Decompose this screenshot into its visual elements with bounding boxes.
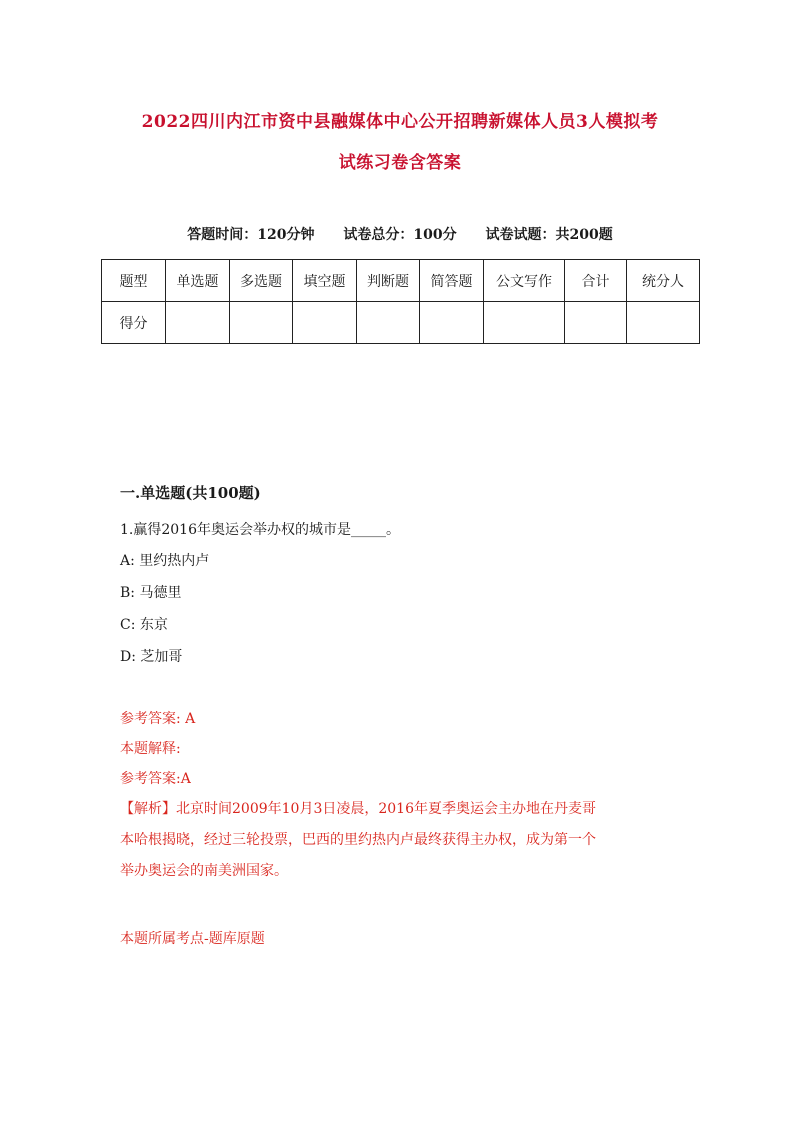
header-cell: 判断题 xyxy=(357,260,420,302)
score-cell xyxy=(166,302,230,344)
option-b: B: 马德里 xyxy=(120,585,182,601)
reference-answer: 参考答案: A xyxy=(120,711,196,727)
explanation-label: 本题解释: xyxy=(120,741,181,757)
exam-question-count: 试卷试题：共200题 xyxy=(485,227,613,243)
exam-time: 答题时间：120分钟 xyxy=(187,227,315,243)
score-cell xyxy=(293,302,357,344)
score-table-header-row xyxy=(102,260,700,302)
exam-total-score: 试卷总分：100分 xyxy=(343,227,457,243)
score-cell xyxy=(627,302,700,344)
section-heading: 一.单选题(共100题) xyxy=(120,484,261,502)
header-cell: 合计 xyxy=(565,260,627,302)
header-cell: 多选题 xyxy=(230,260,293,302)
score-cell xyxy=(484,302,565,344)
question-text: 1.赢得2016年奥运会举办权的城市是_____。 xyxy=(120,522,400,538)
header-cell: 统分人 xyxy=(627,260,700,302)
exam-info xyxy=(0,224,800,244)
score-cell xyxy=(357,302,420,344)
analysis-line-2: 本哈根揭晓，经过三轮投票，巴西的里约热内卢最终获得主办权，成为第一个 xyxy=(120,832,596,848)
score-cell xyxy=(230,302,293,344)
topic-label: 本题所属考点-题库原题 xyxy=(120,931,265,947)
option-c: C: 东京 xyxy=(120,617,168,633)
row-label: 得分 xyxy=(102,302,166,344)
page-title-continued: 试练习卷含答案 xyxy=(338,153,462,173)
option-d: D: 芝加哥 xyxy=(120,649,183,665)
analysis-line-1: 【解析】北京时间2009年10月3日凌晨，2016年夏季奥运会主办地在丹麦哥 xyxy=(120,801,596,817)
score-cell xyxy=(420,302,484,344)
option-a: A: 里约热内卢 xyxy=(120,553,210,569)
header-cell: 简答题 xyxy=(420,260,484,302)
score-table xyxy=(101,259,700,344)
header-cell: 填空题 xyxy=(293,260,357,302)
score-cell xyxy=(565,302,627,344)
header-cell: 单选题 xyxy=(166,260,230,302)
header-cell: 题型 xyxy=(102,260,166,302)
page-title: 2022四川内江市资中县融媒体中心公开招聘新媒体人员3人模拟考 xyxy=(141,112,659,132)
reference-answer-2: 参考答案:A xyxy=(120,771,191,787)
header-cell: 公文写作 xyxy=(484,260,565,302)
analysis-line-3: 举办奥运会的南美洲国家。 xyxy=(120,863,288,879)
score-table-row xyxy=(102,302,700,344)
